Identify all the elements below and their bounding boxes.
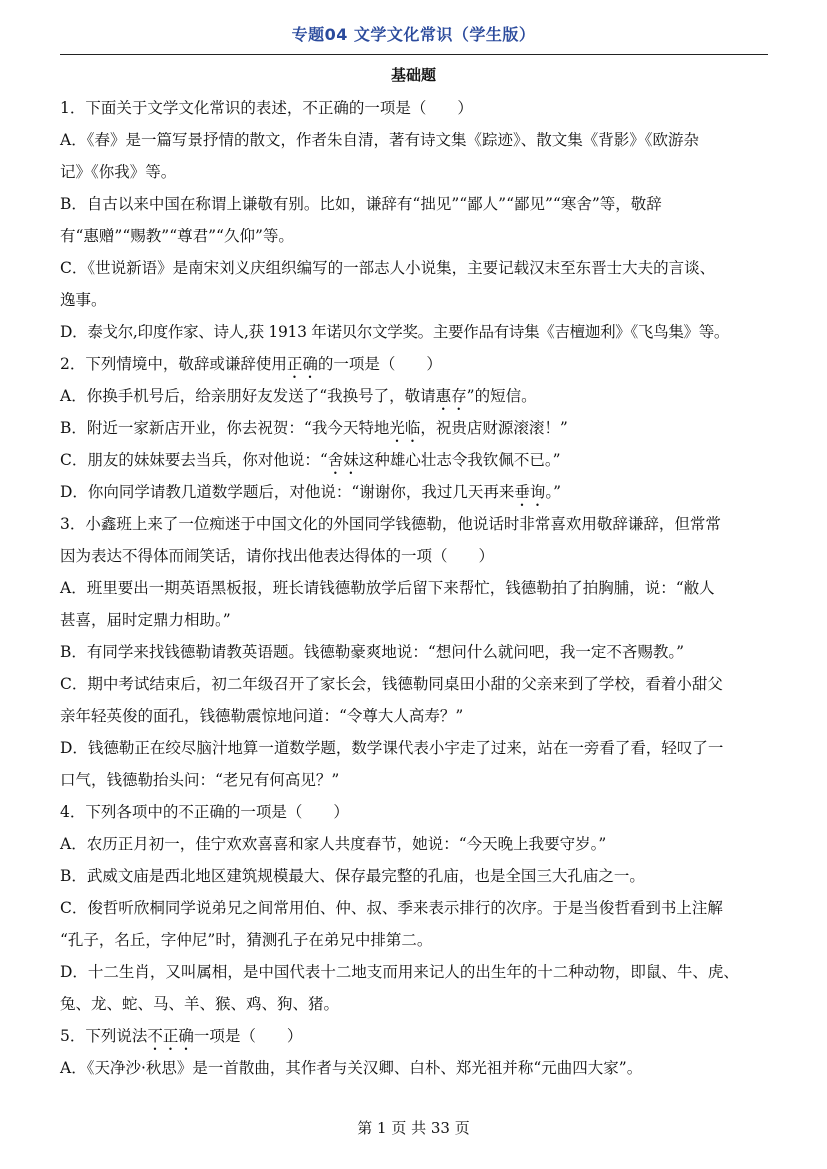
question-1-option-c: C．《世说新语》是南宋刘义庆组织编写的一部志人小说集，主要记载汉末至东晋士大夫的言谈、	[60, 259, 716, 277]
question-2-option-a: A．你换手机号后，给亲朋好友发送了“我换号了，敬请惠存”的短信。	[60, 387, 537, 405]
emphasized-word: 惠存	[435, 387, 467, 405]
question-3-option-c: C．期中考试结束后，初二年级召开了家长会，钱德勒同桌田小甜的父亲来到了学校，看着小甜父	[60, 675, 723, 693]
question-3-option-b: B．有同学来找钱德勒请教英语题。钱德勒豪爽地说：“想问什么就问吧，我一定不吝赐教。”	[60, 643, 684, 661]
question-2-option-c: C．朋友的妹妹要去当兵，你对他说：“舍妹这种雄心壮志令我钦佩不已。”	[60, 451, 561, 469]
header-divider	[60, 54, 768, 55]
question-3-option-a: A．班里要出一期英语黑板报，班长请钱德勒放学后留下来帮忙，钱德勒拍了拍胸脯，说：“敝人	[60, 579, 715, 597]
emphasized-word: 垂询	[514, 483, 546, 501]
question-4-option-b: B．武威文庙是西北地区建筑规模最大、保存最完整的孔庙，也是全国三大孔庙之一。	[60, 867, 645, 885]
question-4-option-d: D．十二生肖，又叫属相，是中国代表十二地支而用来记人的出生年的十二种动物，即鼠、牛、虎、	[60, 963, 739, 981]
emphasized-word: 光临	[389, 419, 421, 437]
question-1-option-a-cont: 记》《你我》等。	[60, 163, 177, 181]
question-1-option-a: A．《春》是一篇写景抒情的散文，作者朱自清，著有诗文集《踪迹》、散文集《背影》《欧游杂	[60, 131, 699, 149]
question-2-option-b: B．附近一家新店开业，你去祝贺：“我今天特地光临，祝贵店财源滚滚！”	[60, 419, 568, 437]
question-1-option-b: B．自古以来中国在称谓上谦敬有别。比如，谦辞有“拙见”“鄙人”“鄙见”“寒舍”等，敬辞	[60, 195, 662, 213]
document-title: 专题04 文学文化常识（学生版）	[291, 25, 536, 44]
question-1-option-d: D．泰戈尔,印度作家、诗人,获 1913 年诺贝尔文学奖。主要作品有诗集《吉檀迦利》《飞鸟集》等。	[60, 323, 730, 341]
emphasized-word: 不正确	[147, 1027, 194, 1045]
question-4-option-c: C．俊哲听欣桐同学说弟兄之间常用伯、仲、叔、季来表示排行的次序。于是当俊哲看到书上注解	[60, 899, 723, 917]
question-3-stem: 3．小鑫班上来了一位痴迷于中国文化的外国同学钱德勒，他说话时非常喜欢用敬辞谦辞，但常常	[60, 515, 721, 533]
emphasized-word: 舍妹	[327, 451, 359, 469]
question-4-option-d-cont: 兔、龙、蛇、马、羊、猴、鸡、狗、猪。	[60, 995, 340, 1013]
question-3-option-a-cont: 甚喜，届时定鼎力相助。”	[60, 611, 231, 629]
emphasized-word: 正确	[286, 355, 318, 373]
question-2-option-d: D．你向同学请教几道数学题后，对他说：“谢谢你，我过几天再来垂询。”	[60, 483, 562, 501]
question-5-option-a: A．《天净沙·秋思》是一首散曲，其作者与关汉卿、白朴、郑光祖并称“元曲四大家”。	[60, 1059, 643, 1077]
question-1-option-b-cont: 有“惠赠”“赐教”“尊君”“久仰”等。	[60, 227, 294, 245]
question-4-option-c-cont: “孔子，名丘，字仲尼”时，猜测孔子在弟兄中排第二。	[60, 931, 433, 949]
section-title: 基础题	[390, 66, 436, 84]
question-1-option-c-cont: 逸事。	[60, 291, 107, 309]
question-1-stem: 1．下面关于文学文化常识的表述，不正确的一项是（ ）	[60, 99, 473, 117]
question-5-stem: 5．下列说法不正确一项是（ ）	[60, 1027, 303, 1045]
page-footer: 第 1 页 共 33 页	[357, 1119, 470, 1137]
question-3-option-d-cont: 口气，钱德勒抬头问：“老兄有何高见？”	[60, 771, 340, 789]
question-4-option-a: A．农历正月初一，佳宁欢欢喜喜和家人共度春节，她说：“今天晚上我要守岁。”	[60, 835, 607, 853]
question-3-option-d: D．钱德勒正在绞尽脑汁地算一道数学题，数学课代表小宇走了过来，站在一旁看了看，轻叹了一	[60, 739, 724, 757]
document-body	[60, 92, 770, 1084]
question-4-stem: 4．下列各项中的不正确的一项是（ ）	[60, 803, 349, 821]
question-3-stem-cont: 因为表达不得体而闹笑话，请你找出他表达得体的一项（ ）	[60, 547, 495, 565]
question-2-stem: 2．下列情境中，敬辞或谦辞使用正确的一项是（ ）	[60, 355, 442, 373]
question-3-option-c-cont: 亲年轻英俊的面孔，钱德勒震惊地问道：“令尊大人高寿？”	[60, 707, 464, 725]
